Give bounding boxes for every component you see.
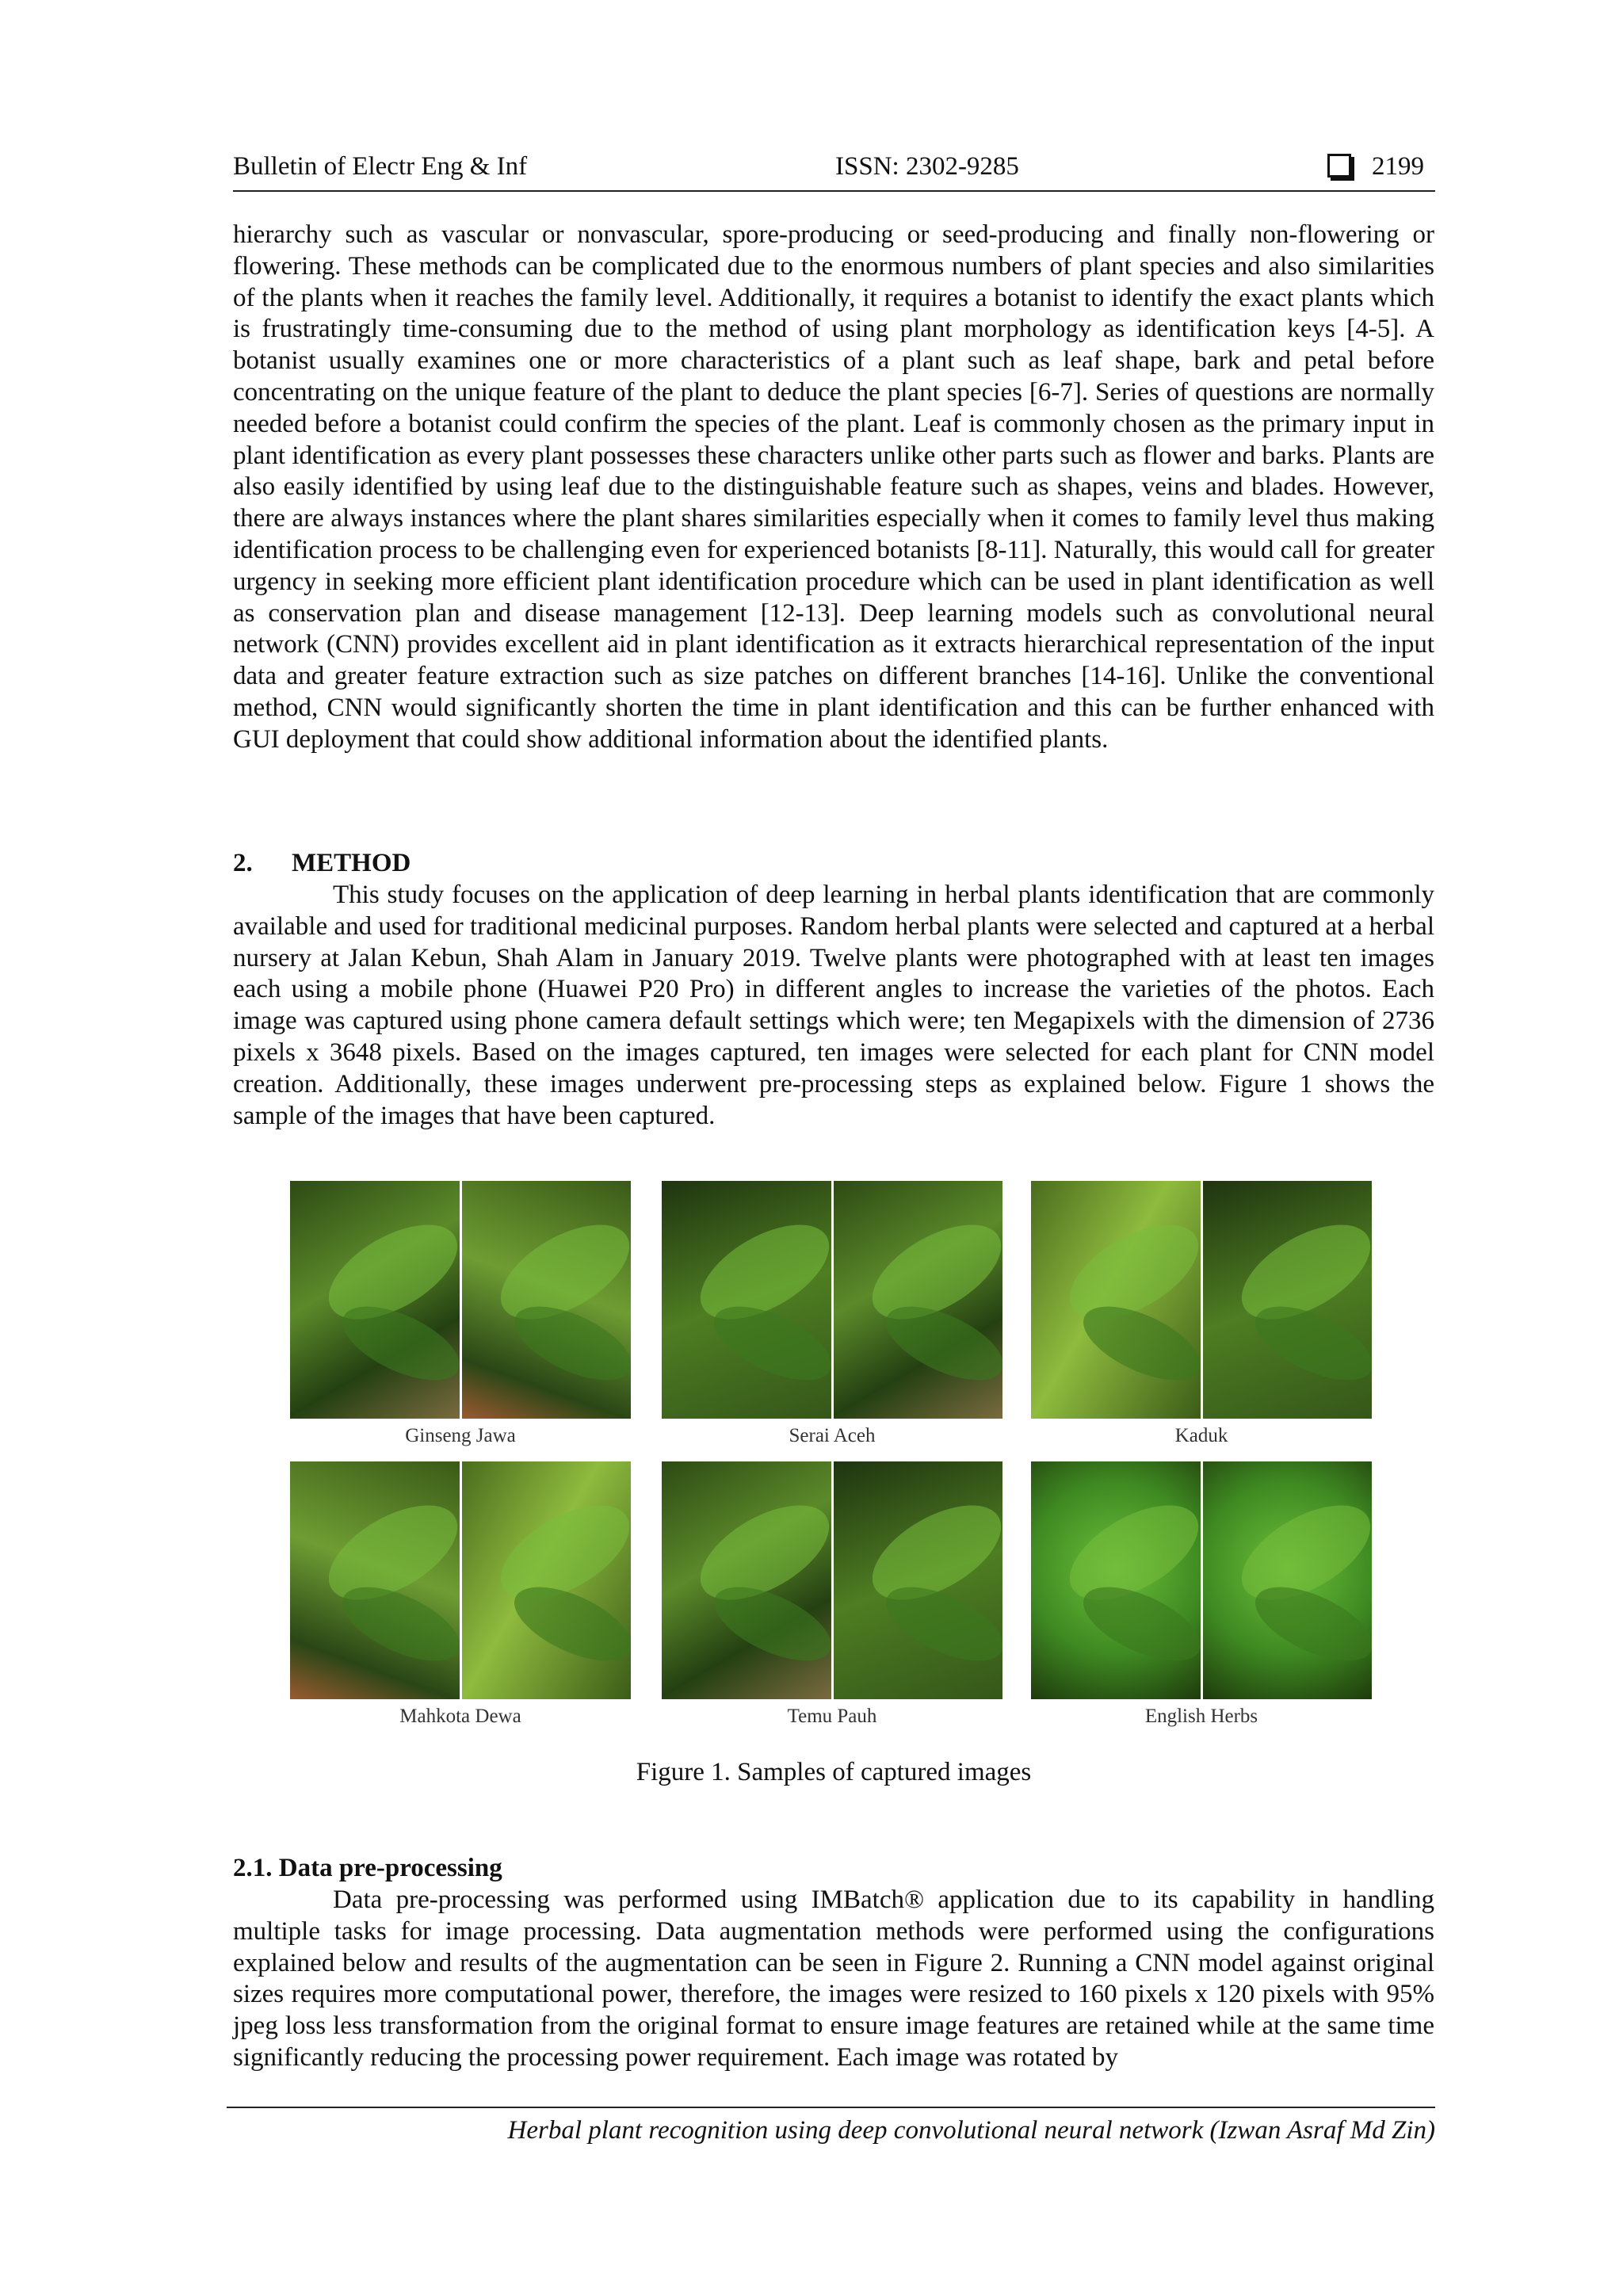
page-number: 2199 <box>1372 152 1424 181</box>
section-heading <box>233 848 1434 880</box>
figure-caption-label: Temu Pauh <box>787 1706 877 1727</box>
section-number: 2. <box>233 849 253 877</box>
photo-temu-pauh <box>662 1461 1002 1699</box>
plant-photo <box>662 1181 831 1419</box>
plant-photo <box>462 1181 632 1419</box>
plant-photo <box>834 1461 1003 1699</box>
section-title: METHOD <box>292 849 411 877</box>
plant-photo <box>1203 1461 1373 1699</box>
figure-caption-label: Mahkota Dewa <box>399 1706 521 1727</box>
figure-1 <box>290 1181 1372 1748</box>
plant-photo <box>1203 1181 1373 1419</box>
plant-photo <box>1031 1181 1201 1419</box>
intro-paragraph: hierarchy such as vascular or nonvascular, spore-producing or seed-producing and finally non-flowering or flowering. These methods can be complicated due to the enormous numbers of plant species and also similarities of the plants when it reaches the family level. Additionally, it requires a botanist to identify the exact plants which is frustratingly time-consuming due to the method of using plant morphology as identification keys [4-5]. A botanist usually examines one or more characteristics of a plant such as leaf shape, bark and petal before concentrating on the unique feature of the plant to deduce the plant species [6-7]. Series of questions are normally needed before a botanist could confirm the species of the plant. Leaf is commonly chosen as the primary input in plant identification as every plant possesses these characters unlike other parts such as flower and barks. Plants are also easily identified by using leaf due to the distinguishable feature such as shapes, veins and blades. However, there are always instances where the plant shares similarities especially when it comes to family level thus making identification process to be challenging even for experienced botanists [8-11]. Naturally, this would call for greater urgency in seeking more efficient plant identification procedure which can be used in plant identification as well as conservation plan and disease management [12-13]. Deep learning models such as convolutional neural network (CNN) provides excellent aid in plant identification as it extracts hierarchical representation of the input data and greater feature extraction such as size patches on different branches [14-16]. Unlike the conventional method, CNN would significantly shorten the time in plant identification and this can be further enhanced with GUI deployment that could show additional information about the identified plants. <box>233 220 1434 754</box>
footer-title: Herbal plant recognition using deep convolutional neural network (Izwan Asraf Md Zin) <box>507 2116 1435 2145</box>
photo-ginseng-jawa <box>290 1181 631 1419</box>
checkbox-bullet-icon <box>1327 154 1351 178</box>
plant-photo <box>462 1461 632 1699</box>
figure-caption: Figure 1. Samples of captured images <box>636 1758 1032 1786</box>
running-header <box>233 152 1435 192</box>
figure-caption-label: Ginseng Jawa <box>405 1425 516 1446</box>
preprocessing-block <box>233 1885 1434 2074</box>
journal-name: Bulletin of Electr Eng & Inf <box>233 152 528 181</box>
photo-serai-aceh <box>662 1181 1002 1419</box>
figure-caption-label: English Herbs <box>1144 1706 1258 1727</box>
photo-mahkota-dewa <box>290 1461 631 1699</box>
figure-caption-label: Serai Aceh <box>789 1425 876 1446</box>
photo-kaduk <box>1031 1181 1372 1419</box>
page-number-group <box>1327 152 1424 181</box>
figure-caption-label: Kaduk <box>1174 1425 1228 1446</box>
running-footer <box>227 2107 1435 2145</box>
method-heading-block <box>233 848 1434 880</box>
plant-photo <box>290 1461 460 1699</box>
photo-english-herbs <box>1031 1461 1372 1699</box>
plant-photo <box>1031 1461 1201 1699</box>
issn: ISSN: 2302-9285 <box>835 152 1019 181</box>
plant-photo <box>834 1181 1003 1419</box>
method-paragraph: This study focuses on the application of deep learning in herbal plants identification that are commonly available and used for traditional medicinal purposes. Random herbal plants were selected and captured at a herbal nursery at Jalan Kebun, Shah Alam in January 2019. Twelve plants were photographed with at least ten images each using a mobile phone (Huawei P20 Pro) in different angles to increase the varieties of the photos. Each image was captured using phone camera default settings which were; ten Megapixels with the dimension of 2736 pixels x 3648 pixels. Based on the images captured, ten images were selected for each plant for CNN model creation. Additionally, these images underwent pre-processing steps as explained below. Figure 1 shows the sample of the images that have been captured. <box>233 881 1434 1130</box>
plant-photo <box>290 1181 460 1419</box>
subsection-heading-block <box>233 1853 1434 1885</box>
intro-block <box>233 220 1434 756</box>
preprocessing-paragraph: Data pre-processing was performed using IMBatch® application due to its capability in handling multiple tasks for image processing. Data augmentation methods were performed using the configurations explained below and results of the augmentation can be seen in Figure 2. Running a CNN model against original sizes requires more computational power, therefore, the images were resized to 160 pixels x 120 pixels with 95% jpeg loss less transformation from the original format to ensure image features are retained while at the same time significantly reducing the processing power requirement. Each image was rotated by <box>233 1885 1434 2072</box>
plant-photo <box>662 1461 831 1699</box>
method-block <box>233 880 1434 1132</box>
subsection-heading: 2.1. Data pre-processing <box>233 1854 502 1882</box>
